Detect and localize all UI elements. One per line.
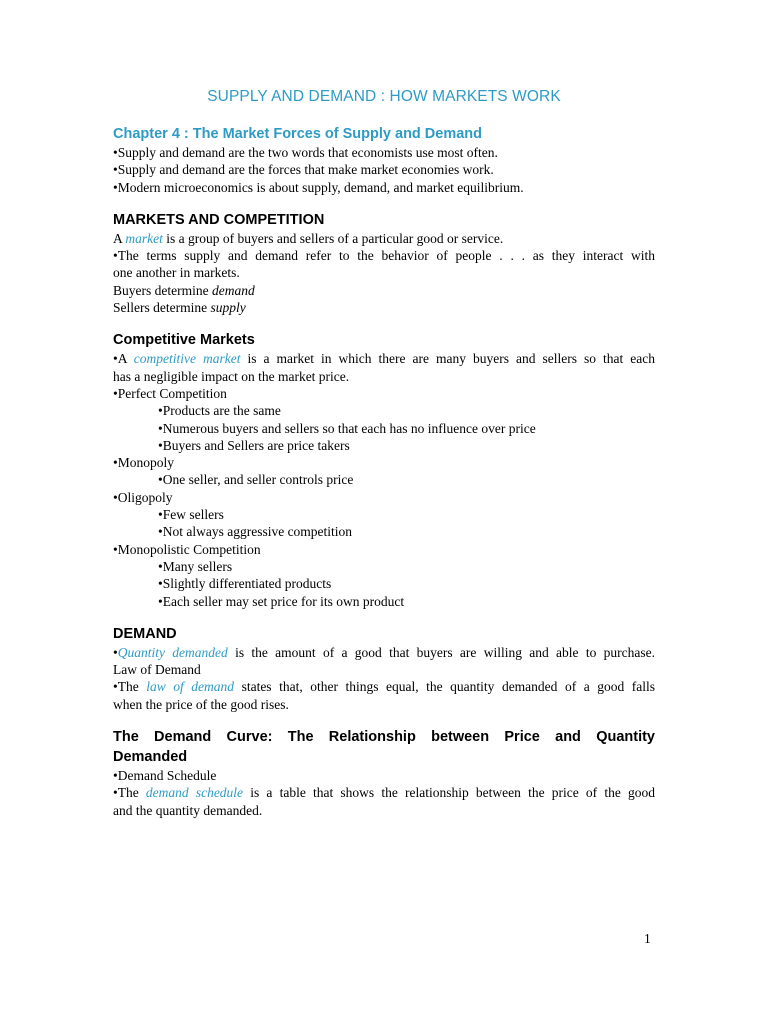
competitive-definition xyxy=(113,350,655,367)
law-rest: states that, other things equal, the quantity demanded of a good falls xyxy=(234,679,655,695)
sub-list-item: •Slightly differentiated products xyxy=(158,576,332,592)
market-def-prefix: A xyxy=(113,230,126,246)
law-label: Law of Demand xyxy=(113,662,201,678)
buyers-term: demand xyxy=(211,282,255,298)
demand-schedule-term: demand schedule xyxy=(145,785,244,801)
list-item: •Oligopoly xyxy=(113,489,173,505)
law-of-demand-term: law of demand xyxy=(146,679,235,695)
qd-bullet: • xyxy=(113,644,118,660)
competitive-def-rest: is a market in which there are many buyers and sellers so that each xyxy=(240,351,655,367)
sub-list-item: •One seller, and seller controls price xyxy=(158,472,354,488)
competitive-heading: Competitive Markets xyxy=(113,332,255,349)
quantity-demanded-line xyxy=(113,644,655,661)
demand-curve-heading-cont: Demanded xyxy=(113,749,188,766)
list-item: •Demand Schedule xyxy=(113,768,217,784)
list-item: •Monopoly xyxy=(113,455,174,471)
sub-list-item: •Products are the same xyxy=(158,403,281,419)
demand-schedule-definition xyxy=(113,784,655,801)
qd-rest: is the amount of a good that buyers are willing and able to purchase. xyxy=(227,644,655,660)
chapter-bullet: •Supply and demand are the two words that economists use most often. xyxy=(113,145,498,160)
sellers-line xyxy=(113,299,655,316)
law-prefix: •The xyxy=(113,679,147,695)
chapter-heading: Chapter 4 : The Market Forces of Supply and Demand xyxy=(113,126,483,142)
chapter-bullet: •Supply and demand are the forces that make market economies work. xyxy=(113,162,494,178)
document-title: SUPPLY AND DEMAND : HOW MARKETS WORK xyxy=(207,88,561,105)
demand-heading: DEMAND xyxy=(113,625,177,642)
buyers-prefix: Buyers determine xyxy=(113,282,212,298)
sub-list-item: •Many sellers xyxy=(158,558,233,574)
sub-list-item: •Few sellers xyxy=(158,507,224,523)
market-definition xyxy=(113,230,655,247)
sub-list-item: •Numerous buyers and sellers so that each has no influence over price xyxy=(158,420,536,436)
page-content xyxy=(113,88,655,819)
market-def-rest: is a group of buyers and sellers of a particular good or service. xyxy=(162,230,504,246)
chapter-bullet: •Modern microeconomics is about supply, demand, and market equilibrium. xyxy=(113,179,524,195)
terms-line: •The terms supply and demand refer to the behavior of people . . . as they interact with xyxy=(113,248,655,264)
terms-line: one another in markets. xyxy=(113,265,240,281)
markets-heading: MARKETS AND COMPETITION xyxy=(113,211,325,228)
quantity-demanded-term: Quantity demanded xyxy=(117,644,228,660)
page-number: 1 xyxy=(644,931,651,946)
sellers-term: supply xyxy=(210,300,246,316)
competitive-def-prefix: •A xyxy=(113,351,134,367)
competitive-market-term: competitive market xyxy=(133,351,241,367)
sellers-prefix: Sellers determine xyxy=(113,300,211,316)
schedule-prefix: •The xyxy=(113,785,146,801)
law-definition xyxy=(113,678,655,695)
sub-list-item: •Each seller may set price for its own product xyxy=(158,593,405,609)
list-item: •Monopolistic Competition xyxy=(113,541,261,557)
schedule-rest: is a table that shows the relationship between the price of the good xyxy=(243,785,655,801)
demand-schedule-definition-cont: and the quantity demanded. xyxy=(113,802,263,818)
law-definition-cont: when the price of the good rises. xyxy=(113,696,289,712)
list-item: •Perfect Competition xyxy=(113,385,227,401)
competitive-definition-cont: has a negligible impact on the market price. xyxy=(113,368,350,384)
sub-list-item: •Buyers and Sellers are price takers xyxy=(158,437,350,453)
sub-list-item: •Not always aggressive competition xyxy=(158,524,353,540)
demand-curve-heading: The Demand Curve: The Relationship between Price and Quantity xyxy=(113,729,655,746)
buyers-line xyxy=(113,282,655,299)
market-term: market xyxy=(125,230,163,246)
